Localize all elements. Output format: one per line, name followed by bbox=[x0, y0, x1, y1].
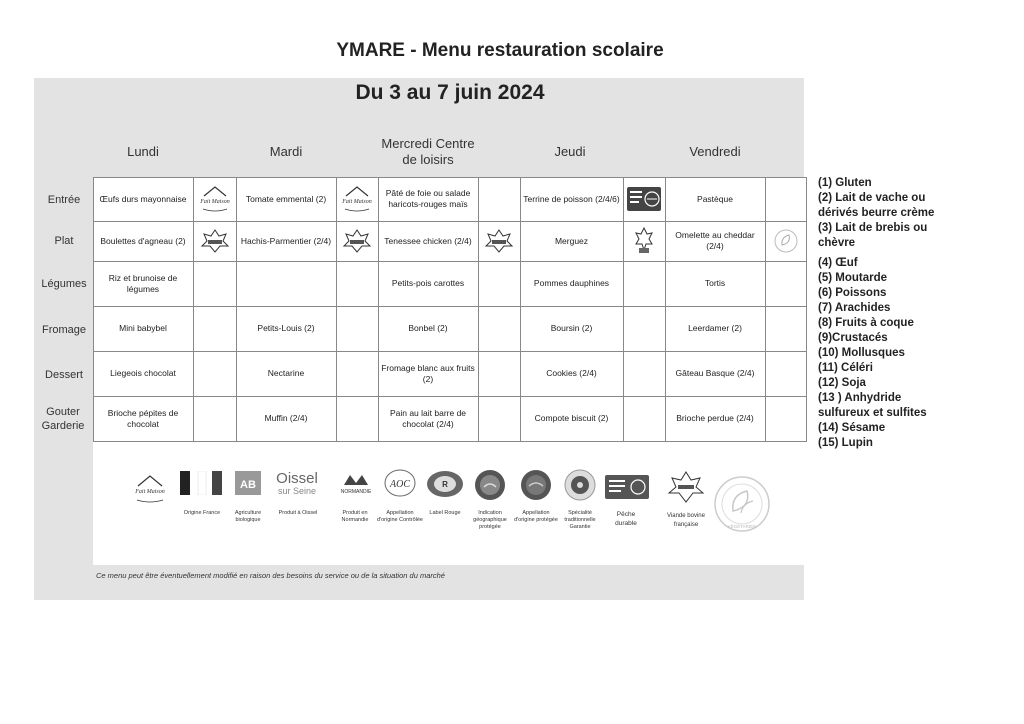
menu-cell-lundi-gouter: Brioche pépites de chocolat bbox=[107, 407, 179, 429]
menu-cell-jeudi-gouter: Compote biscuit (2) bbox=[534, 413, 609, 423]
stg-icon bbox=[562, 468, 598, 502]
day-header-jeudi: Jeudi bbox=[554, 144, 586, 159]
aoc-icon bbox=[382, 466, 418, 500]
fait-maison-logo-text: Fait Maison bbox=[135, 489, 165, 495]
normandie-icon bbox=[334, 468, 378, 498]
agriculture-biologique-caption: Agriculture biologique bbox=[234, 510, 262, 523]
allergen-item: (15) Lupin bbox=[818, 437, 873, 449]
label-rouge-icon bbox=[424, 468, 466, 500]
allergen-item: (5) Moutarde bbox=[818, 272, 887, 284]
peche-durable-logo-icon bbox=[604, 474, 650, 500]
menu-cell-mardi-fromage: Petits-Louis (2) bbox=[257, 323, 315, 333]
row-label-dessert: Dessert bbox=[45, 369, 83, 381]
peche-durable-caption: Pêche durable bbox=[615, 511, 637, 527]
menu-cell-lundi-entree: Œufs durs mayonnaise bbox=[99, 193, 187, 204]
viande-francaise-icon bbox=[479, 223, 519, 259]
allergen-item: (9)Crustacés bbox=[818, 332, 888, 344]
row-label-legumes: Légumes bbox=[41, 278, 87, 290]
menu-cell-vendredi-dessert: Gâteau Basque (2/4) bbox=[675, 368, 755, 378]
viande-francaise-icon bbox=[195, 223, 235, 259]
day-header-lundi: Lundi bbox=[127, 144, 159, 159]
ab-logo-text: AB bbox=[240, 479, 256, 491]
aop-icon bbox=[518, 468, 554, 502]
allergen-item: (12) Soja bbox=[818, 377, 866, 389]
menu-cell-mercredi-fromage: Bonbel (2) bbox=[408, 323, 448, 333]
menu-cell-jeudi-fromage: Boursin (2) bbox=[550, 323, 593, 333]
allergen-item: (3) Lait de brebis ou chèvre bbox=[818, 222, 928, 249]
allergen-list bbox=[818, 176, 1018, 451]
menu-cell-lundi-fromage: Mini babybel bbox=[119, 323, 167, 333]
row-label-plat: Plat bbox=[54, 235, 74, 247]
svg-text:R: R bbox=[442, 480, 448, 489]
vegetarien-logo-icon bbox=[712, 474, 772, 534]
allergen-item: (13 ) Anhydride sulfureux et sulfites bbox=[818, 392, 927, 419]
allergen-item: (6) Poissons bbox=[818, 287, 887, 299]
origine-france-caption: Origine France bbox=[183, 510, 221, 516]
menu-cell-jeudi-plat: Merguez bbox=[554, 235, 589, 246]
menu-cell-mercredi-plat: Tenessee chicken (2/4) bbox=[384, 235, 472, 246]
peche-durable-icon bbox=[624, 180, 664, 218]
menu-cell-jeudi-legumes: Pommes dauphines bbox=[533, 278, 610, 288]
menu-cell-mercredi-legumes: Petits-pois carottes bbox=[391, 278, 465, 288]
aop-caption: Appellation d'origine protégée bbox=[514, 510, 558, 523]
menu-cell-mardi-dessert: Nectarine bbox=[267, 368, 305, 378]
fait-maison-logo bbox=[130, 470, 170, 508]
menu-cell-mercredi-entree: Pâté de foie ou salade haricots-rouges maïs bbox=[385, 188, 471, 209]
oissel-logo-text: Oissel bbox=[276, 469, 318, 487]
menu-cell-lundi-dessert: Liegeois chocolat bbox=[110, 368, 176, 378]
igp-caption: Indication géographique protégée bbox=[473, 510, 507, 530]
allergen-item: (2) Lait de vache ou dérivés beurre crème bbox=[818, 192, 935, 219]
date-range-title: Du 3 au 7 juin 2024 bbox=[355, 81, 545, 104]
vegetarien-icon bbox=[766, 223, 806, 259]
menu-cell-vendredi-plat: Omelette au cheddar (2/4) bbox=[675, 230, 755, 251]
label-rouge-caption: Label Rouge bbox=[429, 510, 461, 516]
oissel-logo-subtext: sur Seine bbox=[277, 485, 317, 496]
allergen-item: (1) Gluten bbox=[818, 177, 872, 189]
agriculture-biologique-icon bbox=[234, 470, 262, 496]
allergen-item: (14) Sésame bbox=[818, 422, 886, 434]
origine-france-flag-icon bbox=[180, 470, 224, 496]
fait-maison-icon-text: Fait Maison bbox=[200, 199, 230, 205]
allergen-item: (7) Arachides bbox=[818, 302, 891, 314]
menu-cell-vendredi-gouter: Brioche perdue (2/4) bbox=[676, 413, 754, 423]
vegetarien-logo-text: VÉGÉTARIEN bbox=[727, 524, 757, 529]
allergen-item: (8) Fruits à coque bbox=[818, 317, 914, 329]
row-label-gouter: Gouter Garderie bbox=[41, 406, 85, 432]
normandie-logo-text: NORMANDIE bbox=[340, 489, 372, 495]
produit-oissel-caption: Produit à Oissel bbox=[278, 510, 318, 516]
day-header-mercredi: Mercredi Centre de loisirs bbox=[381, 136, 475, 167]
aoc-caption: Appellation d'origine Contrôlée bbox=[377, 510, 423, 523]
allergen-item: (4) Œuf bbox=[818, 257, 858, 269]
menu-cell-jeudi-entree: Terrine de poisson (2/4/6) bbox=[523, 193, 620, 204]
fait-maison-icon bbox=[195, 180, 235, 218]
menu-cell-vendredi-entree: Pastèque bbox=[697, 193, 733, 204]
menu-cell-mercredi-dessert: Fromage blanc aux fruits (2) bbox=[381, 362, 475, 384]
aoc-logo-text: AOC bbox=[390, 479, 410, 490]
day-header-vendredi: Vendredi bbox=[689, 144, 741, 159]
menu-cell-vendredi-legumes: Tortis bbox=[704, 278, 726, 288]
menu-cell-vendredi-fromage: Leerdamer (2) bbox=[688, 323, 742, 333]
day-header-mardi: Mardi bbox=[269, 144, 303, 159]
menu-cell-mardi-entree: Tomate emmental (2) bbox=[245, 193, 327, 204]
menu-cell-mardi-legumes bbox=[236, 261, 336, 306]
menu-cell-lundi-plat: Boulettes d'agneau (2) bbox=[100, 235, 186, 246]
menu-cell-jeudi-dessert: Cookies (2/4) bbox=[546, 368, 597, 378]
igp-icon bbox=[472, 468, 508, 502]
row-label-entree: Entrée bbox=[47, 194, 81, 206]
viande-bovine-caption: Viande bovine française bbox=[667, 513, 705, 528]
fait-maison-icon-text: Fait Maison bbox=[342, 199, 372, 205]
produit-normandie-caption: Produit en Normandie bbox=[341, 510, 369, 523]
menu-cell-mercredi-gouter: Pain au lait barre de chocolat (2/4) bbox=[389, 407, 467, 429]
allergen-item: (10) Mollusques bbox=[818, 347, 905, 359]
menu-cell-mardi-plat: Hachis-Parmentier (2/4) bbox=[240, 235, 332, 246]
fait-maison-icon bbox=[337, 180, 377, 218]
footnote: Ce menu peut être éventuellement modifié en raison des besoins du service ou de la situation du marché bbox=[96, 571, 445, 580]
viande-francaise-icon bbox=[624, 223, 664, 259]
allergen-item: (11) Céléri bbox=[818, 362, 873, 374]
oissel-logo bbox=[268, 468, 326, 498]
viande-bovine-icon bbox=[664, 468, 708, 508]
page-title: YMARE - Menu restauration scolaire bbox=[336, 40, 664, 61]
stg-caption: Spécialité traditionnelle Garantie bbox=[564, 510, 596, 530]
menu-cell-lundi-legumes: Riz et brunoise de légumes bbox=[108, 272, 178, 294]
viande-francaise-icon bbox=[337, 223, 377, 259]
row-label-fromage: Fromage bbox=[41, 324, 87, 336]
menu-cell-mardi-gouter: Muffin (2/4) bbox=[264, 413, 308, 423]
